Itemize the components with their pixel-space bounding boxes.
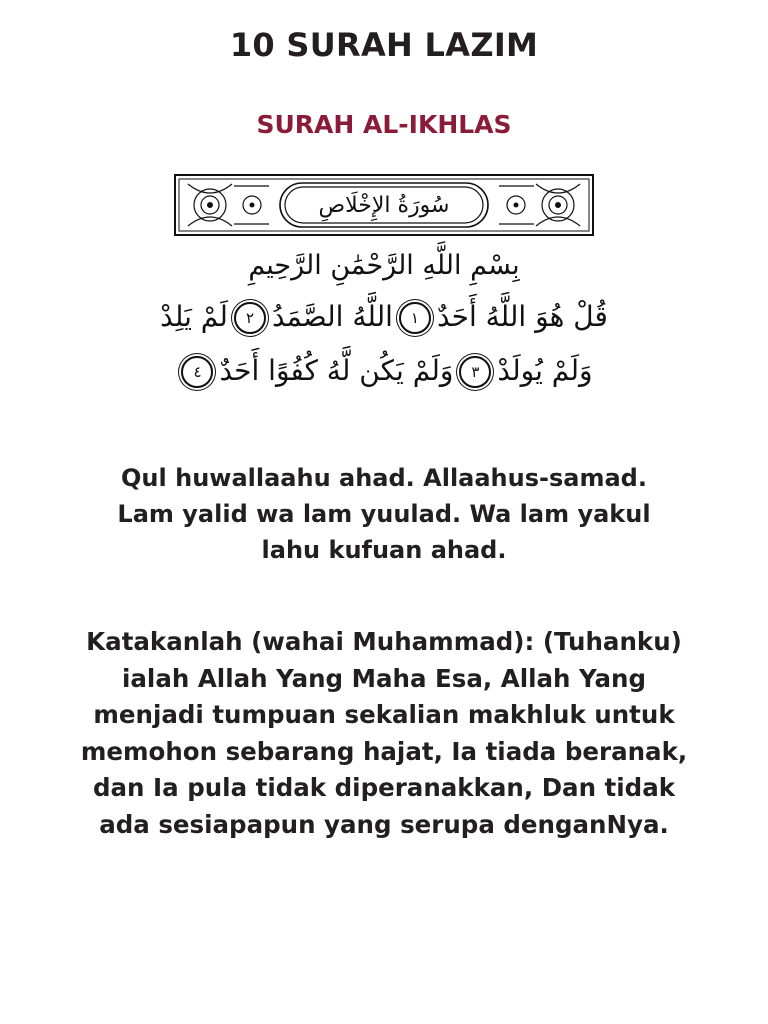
translation-line: menjadi tumpuan sekalian makhluk untuk	[93, 700, 675, 729]
translation-paragraph	[70, 624, 698, 843]
ayah-number-marker: ١	[399, 302, 431, 334]
ayah-number-marker: ٢	[234, 302, 266, 334]
transliteration-line: Lam yalid wa lam yuulad. Wa lam yakul	[117, 500, 651, 528]
surah-name-frame	[174, 174, 594, 236]
ayah-number-marker: ٤	[181, 356, 213, 388]
ayah-number-marker: ٣	[459, 356, 491, 388]
verse-line	[160, 354, 608, 388]
transliteration-paragraph	[70, 460, 698, 568]
page-title: 10 SURAH LAZIM	[229, 26, 539, 64]
surah-heading: SURAH AL-IKHLAS	[256, 110, 512, 139]
surah-name-arabic: سُورَةُ الإِخْلَاصِ	[318, 192, 450, 218]
transliteration-line: lahu kufuan ahad.	[261, 536, 507, 564]
bismillah: بِسْمِ اللَّهِ الرَّحْمَٰنِ الرَّحِيمِ	[248, 250, 520, 281]
verse-line	[160, 300, 608, 334]
verse-text: قُلْ هُوَ اللَّهُ أَحَدٌ	[436, 300, 608, 333]
translation-line: ialah Allah Yang Maha Esa, Allah Yang	[122, 663, 646, 693]
verse-text: وَلَمْ يُولَدْ	[497, 354, 593, 387]
verse-text: لَمْ يَلِدْ	[160, 300, 228, 333]
verse-text: اللَّهُ الصَّمَدُ	[271, 300, 393, 333]
transliteration-line: Qul huwallaahu ahad. Allaahus-samad.	[121, 464, 647, 492]
translation-line: ada sesiapapun yang serupa denganNya.	[99, 809, 669, 839]
translation-line: memohon sebarang hajat, Ia tiada beranak,	[80, 736, 688, 766]
translation-line: Katakanlah (wahai Muhammad): (Tuhanku)	[86, 627, 682, 656]
translation-line: dan Ia pula tidak diperanakkan, Dan tidak	[92, 773, 676, 802]
verse-text: وَلَمْ يَكُن لَّهُ كُفُوًا أَحَدٌ	[219, 354, 454, 387]
